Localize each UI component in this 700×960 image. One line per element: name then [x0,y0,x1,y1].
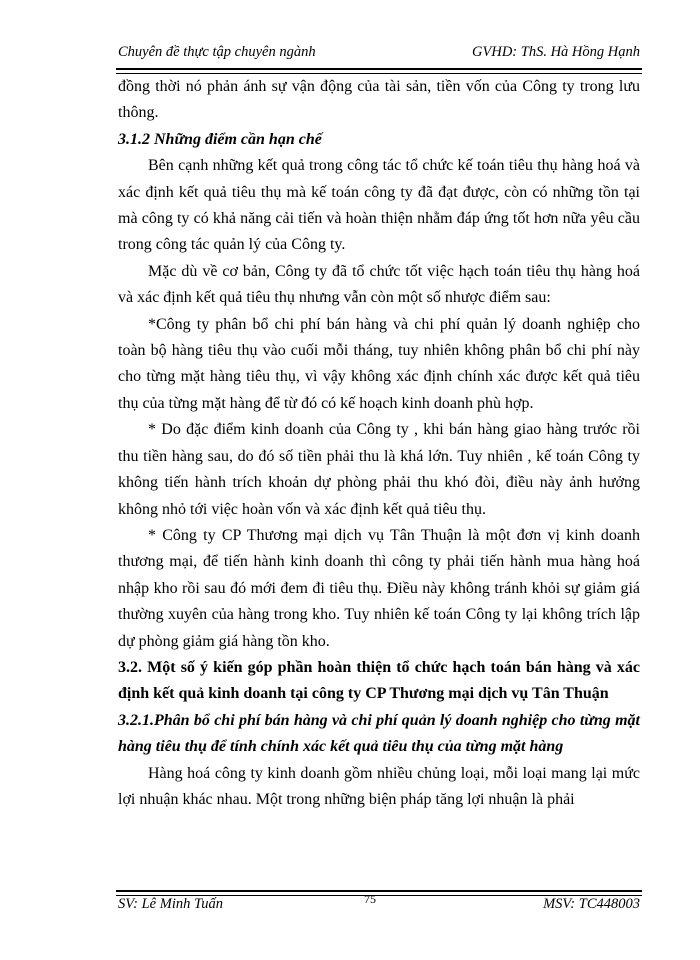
page-number: 75 [364,892,376,906]
header-course-title: Chuyên đề thực tập chuyên ngành [118,44,316,60]
section-heading-3-2-1: 3.2.1.Phân bổ chi phí bán hàng và chi phí quản lý doanh nghiệp cho từng mặt hàng tiêu thụ để tính chính xác kết quả tiêu thụ của từng mặt hàng [118,711,640,756]
bullet-paragraph: * Công ty CP Thương mại dịch vụ Tân Thuận là một đơn vị kinh doanh thương mại, để tiến hành kinh doanh thì công ty phải tiến hành mua hàng hoá nhập kho rồi sau đó mới đem đi tiêu thụ. Điều này không tránh khỏi sự giảm giá thường xuyên của hàng trong kho. Tuy nhiên kế toán Công ty lại không trích lập dự phòng giảm giá hàng tồn kho. [118,526,640,650]
footer-student-name: SV: Lê Minh Tuấn [118,896,223,912]
section-heading-3-1-2: 3.1.2 Những điểm cần hạn chế [118,130,322,148]
footer-student-id: MSV: TC448003 [543,896,640,912]
section-heading-3-2: 3.2. Một số ý kiến góp phần hoàn thiện tổ chức hạch toán bán hàng và xác định kết quả kinh doanh tại công ty CP Thương mại dịch vụ Tân Thuận [118,658,640,703]
bullet-paragraph: * Do đặc điểm kinh doanh của Công ty , khi bán hàng giao hàng trước rồi thu tiền hàng sau, do đó số tiền phải thu là khá lớn. Tuy nhiên , kế toán Công ty không tiến hành trích khoản dự phòng phải thu khó đòi, điều này ảnh hưởng không nhỏ tới việc hoàn vốn và xác định kết quả tiêu thụ. [118,421,640,518]
header-supervisor: GVHD: ThS. Hà Hồng Hạnh [472,44,640,60]
paragraph: Bên cạnh những kết quả trong công tác tổ chức kế toán tiêu thụ hàng hoá và xác định kết quả tiêu thụ mà kế toán công ty đã đạt được, còn có những tồn tại mà công ty có khả năng cải tiến và hoàn thiện nhằm đáp ứng tốt hơn nữa yêu cầu trong công tác quản lý của Công ty. [118,157,640,254]
paragraph: Mặc dù về cơ bản, Công ty đã tổ chức tốt việc hạch toán tiêu thụ hàng hoá và xác định kết quả tiêu thụ nhưng vẫn còn một số nhược điểm sau: [118,262,640,307]
paragraph: Hàng hoá công ty kinh doanh gồm nhiều chủng loại, mỗi loại mang lại mức lợi nhuận khác nhau. Một trong những biện pháp tăng lợi nhuận là phải [118,764,640,808]
page-footer [118,892,640,918]
page-body [118,74,640,813]
paragraph-continued: đồng thời nó phản ánh sự vận động của tài sản, tiền vốn của Công ty trong lưu thông. [118,78,640,122]
bullet-paragraph: *Công ty phân bổ chi phí bán hàng và chi phí quản lý doanh nghiệp cho toàn bộ hàng tiêu thụ vào cuối mỗi tháng, tuy nhiên không phân bổ chi phí này cho từng mặt hàng tiêu thụ, vì vậy không xác định chính xác được kết quả tiêu thụ của từng mặt hàng để từ đó có kế hoạch kinh doanh phù hợp. [118,315,640,412]
page-header [118,44,640,66]
